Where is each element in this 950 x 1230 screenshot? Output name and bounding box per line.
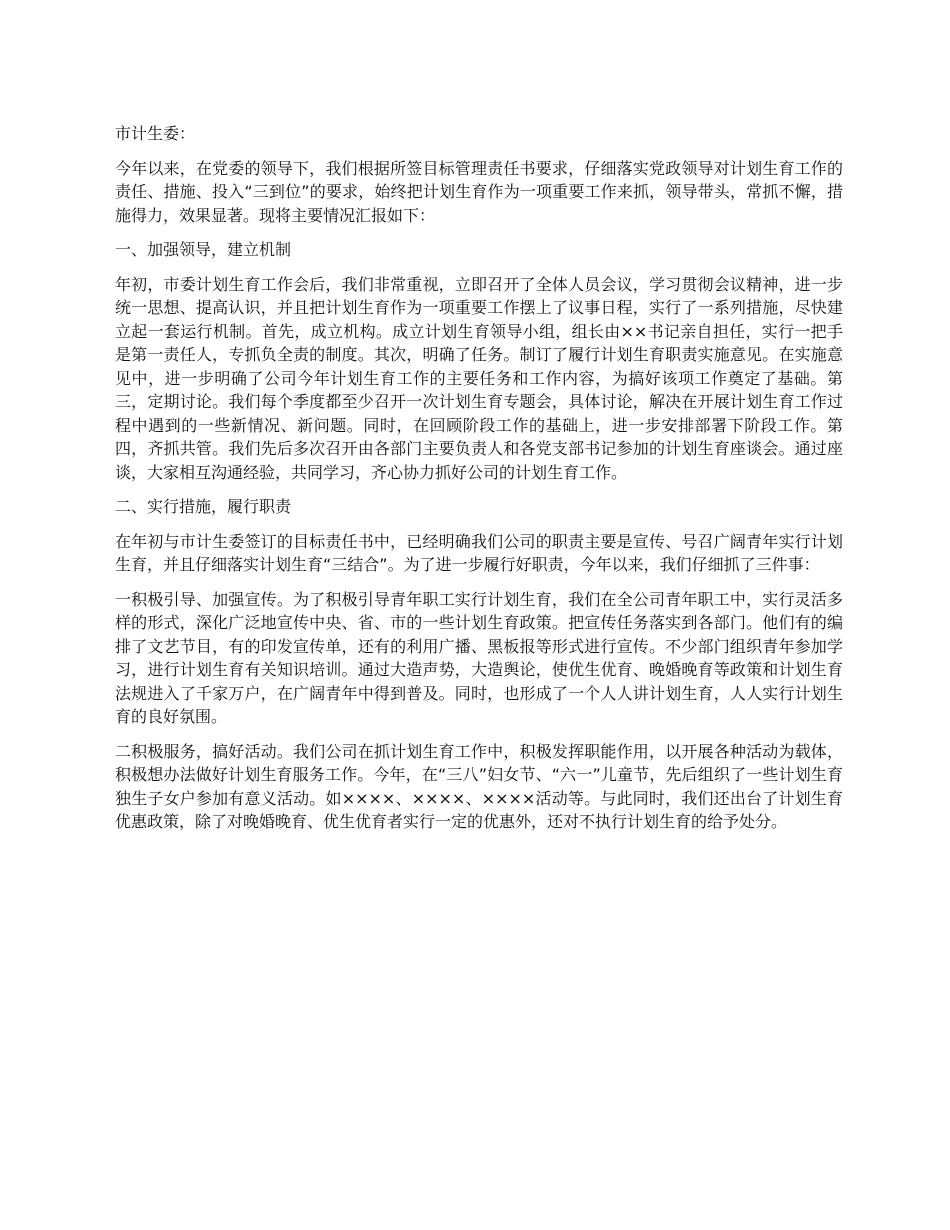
salutation: 市计生委： <box>115 124 196 143</box>
item-1-paragraph: 一积极引导、加强宣传。为了积极引导青年职工实行计划生育，我们在全公司青年职工中，实行灵活多样的形式，深化广泛地宣传中央、省、市的一些计划生育政策。把宣传任务落实到各部门。他们有的编排了文艺节目，有的印发宣传单，还有的利用广播、黑板报等形式进行宣传。不少部门组织青年参加学习，进行计划生育有关知识培训。通过大造声势，大造舆论，使优生优育、晚婚晚育等政策和计划生育法规进入了千家万户，在广阔青年中得到普及。同时，也形成了一个人人讲计划生育，人人实行计划生育的良好氛围。 <box>115 589 843 726</box>
section-1-heading: 一、加强领导，建立机制 <box>115 240 292 259</box>
item-2-paragraph: 二积极服务，搞好活动。我们公司在抓计划生育工作中，积极发挥职能作用，以开展各种活动为载体，积极想办法做好计划生育服务工作。今年，在“三八”妇女节、“六一”儿童节，先后组织了一些计划生育独生子女户参加有意义活动。如××××、××××、××××活动等。与此同时，我们还出台了计划生育优惠政策，除了对晚婚晚育、优生优育者实行一定的优惠外，还对不执行计划生育的给予处分。 <box>115 741 843 831</box>
section-2-paragraph: 在年初与市计生委签订的目标责任书中，已经明确我们公司的职责主要是宣传、号召广阔青年实行计划生育，并且仔细落实计划生育“三结合”。为了进一步履行好职责，今年以来，我们仔细抓了三件事： <box>115 531 843 574</box>
document-body <box>115 122 843 845</box>
section-1-paragraph: 年初，市委计划生育工作会后，我们非常重视，立即召开了全体人员会议，学习贯彻会议精神，进一步统一思想、提高认识，并且把计划生育作为一项重要工作摆上了议事日程，实行了一系列措施，尽快建立起一套运行机制。首先，成立机构。成立计划生育领导小组，组长由××书记亲自担任，实行一把手是第一责任人，专抓负全责的制度。其次，明确了任务。制订了履行计划生育职责实施意见。在实施意见中，进一步明确了公司今年计划生育工作的主要任务和工作内容，为搞好该项工作奠定了基础。第三，定期讨论。我们每个季度都至少召开一次计划生育专题会，具体讨论，解决在开展计划生育工作过程中遇到的一些新情况、新问题。同时，在回顾阶段工作的基础上，进一步安排部署下阶段工作。第四，齐抓共管。我们先后多次召开由各部门主要负责人和各党支部书记参加的计划生育座谈会。通过座谈，大家相互沟通经验，共同学习，齐心协力抓好公司的计划生育工作。 <box>115 274 843 482</box>
section-2-heading: 二、实行措施，履行职责 <box>115 497 292 516</box>
intro-paragraph: 今年以来，在党委的领导下，我们根据所签目标管理责任书要求，仔细落实党政领导对计划生育工作的责任、措施、投入“三到位”的要求，始终把计划生育作为一项重要工作来抓，领导带头，常抓不懈，措施得力，效果显著。现将主要情况汇报如下： <box>115 158 843 225</box>
